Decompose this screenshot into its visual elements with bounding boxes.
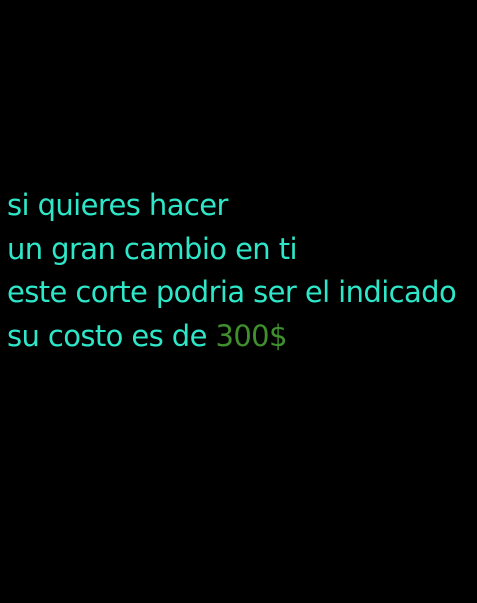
message-line-4: [7, 315, 456, 359]
cost-label: su costo es de: [7, 318, 216, 353]
message-line-1: si quieres hacer: [7, 188, 228, 222]
message-line-3: este corte podria ser el indicado: [7, 275, 457, 309]
message-line-2: un gran cambio en ti: [7, 231, 297, 266]
price-value: 300$: [215, 318, 287, 353]
promo-message: [7, 184, 456, 358]
